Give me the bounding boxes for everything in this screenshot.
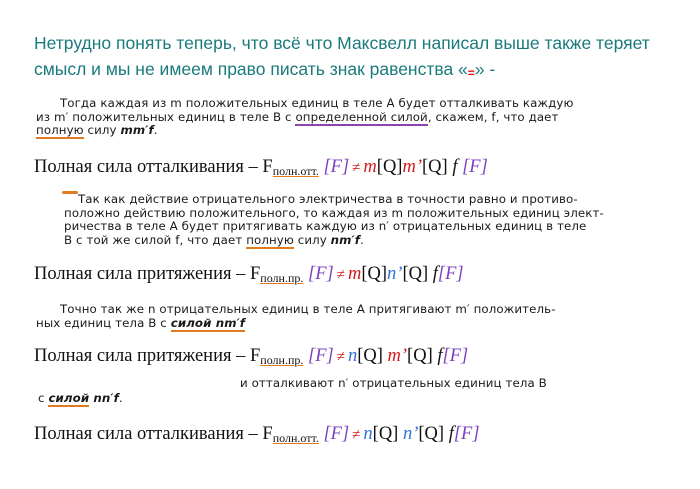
scan1-line1: Тогда каждая из m положительных единиц в теле A будет отталкивать каждую <box>60 96 574 110</box>
scan3-line1: Точно так же n отрицательных единиц в теле A притягивают m′ положитель- <box>60 302 556 316</box>
formula3-neq: ≠ <box>336 349 345 365</box>
formula2-neq: ≠ <box>336 267 345 283</box>
formula2-n2: n’ <box>387 264 403 284</box>
formula1-m: m <box>363 157 377 177</box>
formula4-neq: ≠ <box>352 427 361 443</box>
formula1-F1: [F] <box>323 157 350 177</box>
formula2-F2: [F] <box>437 264 464 284</box>
scan1-underlined-word: полную <box>36 123 84 137</box>
scan1-line3-text: силу <box>83 123 121 137</box>
formula-4 <box>34 424 480 446</box>
formula2-m: m <box>347 264 362 284</box>
formula2-Q1: [Q] <box>361 264 388 284</box>
formula3-f: f <box>437 346 443 366</box>
formula4-Q2: [Q] <box>418 424 445 444</box>
formula4-subscript: полн.отт. <box>272 431 319 445</box>
formula3-label: Полная сила притяжения – F <box>34 346 261 366</box>
formula3-F1: [F] <box>308 346 334 366</box>
formula4-F1: [F] <box>323 424 350 444</box>
scan1-underlined-phrase: определенной силой <box>295 109 428 124</box>
formula3-Q2: [Q] <box>407 346 433 366</box>
formula3-n: n <box>347 346 358 366</box>
formula3-Q1: [Q] <box>357 346 383 366</box>
scan1-line2-tail: , скажем, f, что дает <box>427 109 559 124</box>
formula4-n2: n’ <box>402 424 419 444</box>
formula4-Q1: [Q] <box>372 424 399 444</box>
scan-excerpt-3 <box>36 302 556 330</box>
formula1-f: f <box>452 157 458 177</box>
intro-paragraph <box>34 30 674 86</box>
formula1-subscript: полн.отт. <box>272 164 319 178</box>
formula1-Q1: [Q] <box>376 157 403 177</box>
formula1-Q2: [Q] <box>422 157 448 177</box>
scan1-line2 <box>36 109 559 125</box>
scan1-period: . <box>153 123 158 137</box>
equals-sign: = <box>467 66 475 80</box>
scan4-line1: и отталкивают n′ отрицательных единиц тела B <box>240 376 547 390</box>
formula3-subscript: полн.пр. <box>260 353 304 367</box>
scan4-underlined-word: силой <box>48 391 90 405</box>
scan-excerpt-4-line2 <box>38 392 238 406</box>
scan1-formula-inline: mm′f <box>120 123 154 137</box>
scan2-line1: Так как действие отрицательного электричества в точности равно и противо- <box>78 192 578 206</box>
scan2-line2: положно действию положительного, то каждая из m положительных единиц элект- <box>64 205 604 220</box>
formula-3 <box>34 346 468 368</box>
scan4-formula-inline: nn′f <box>89 391 119 405</box>
scan2-line4-text: B с той же силой f, что дает <box>64 232 247 247</box>
scan2-formula-inline: nm′f <box>330 232 361 247</box>
formula3-m2: m’ <box>387 346 408 366</box>
scan1-line2-text: из m′ положительных единиц в теле B с <box>36 109 296 124</box>
scan-excerpt-4-line1 <box>240 376 547 391</box>
scan2-line3: ричества в теле A будет притягивать каждую из n′ отрицательных единиц в теле <box>64 219 587 233</box>
formula1-neq: ≠ <box>352 160 361 176</box>
scan-excerpt-1 <box>36 96 574 138</box>
intro-tail: » - <box>474 59 496 79</box>
formula2-f: f <box>432 264 438 284</box>
scan2-underlined-word: полную <box>246 232 294 247</box>
scan4-line2 <box>38 392 238 406</box>
scan3-underlined-phrase: силой nm′f <box>170 315 246 330</box>
scan3-line2-text: ных единиц тела B с <box>36 315 171 330</box>
scan3-line2 <box>36 317 536 331</box>
scan1-line3 <box>36 124 540 138</box>
formula4-f: f <box>448 424 454 444</box>
scan-excerpt-2 <box>64 192 604 247</box>
formula1-label: Полная сила отталкивания – F <box>34 157 273 177</box>
scan2-period: . <box>360 232 364 247</box>
formula1-m2: m’ <box>402 157 422 177</box>
formula1-F2: [F] <box>462 157 488 177</box>
formula2-label: Полная сила притяжения – F <box>34 264 261 284</box>
scan4-line2-text: с <box>38 391 49 405</box>
formula-1 <box>34 157 488 179</box>
formula4-n: n <box>363 424 373 444</box>
scan2-line4-mid: силу <box>293 232 331 247</box>
formula-2 <box>34 264 464 286</box>
formula2-F1: [F] <box>308 264 334 284</box>
formula2-Q2: [Q] <box>402 264 429 284</box>
formula3-F2: [F] <box>442 346 469 366</box>
formula2-subscript: полн.пр. <box>260 271 304 285</box>
formula4-F2: [F] <box>453 424 480 444</box>
intro-text: Нетрудно понять теперь, что всё что Максвелл написал выше также теряет смысл и мы не имеем право писать знак равенства « <box>34 33 650 79</box>
scan4-period: . <box>118 391 123 405</box>
scan2-line4 <box>64 234 544 248</box>
formula4-label: Полная сила отталкивания – F <box>34 424 273 444</box>
